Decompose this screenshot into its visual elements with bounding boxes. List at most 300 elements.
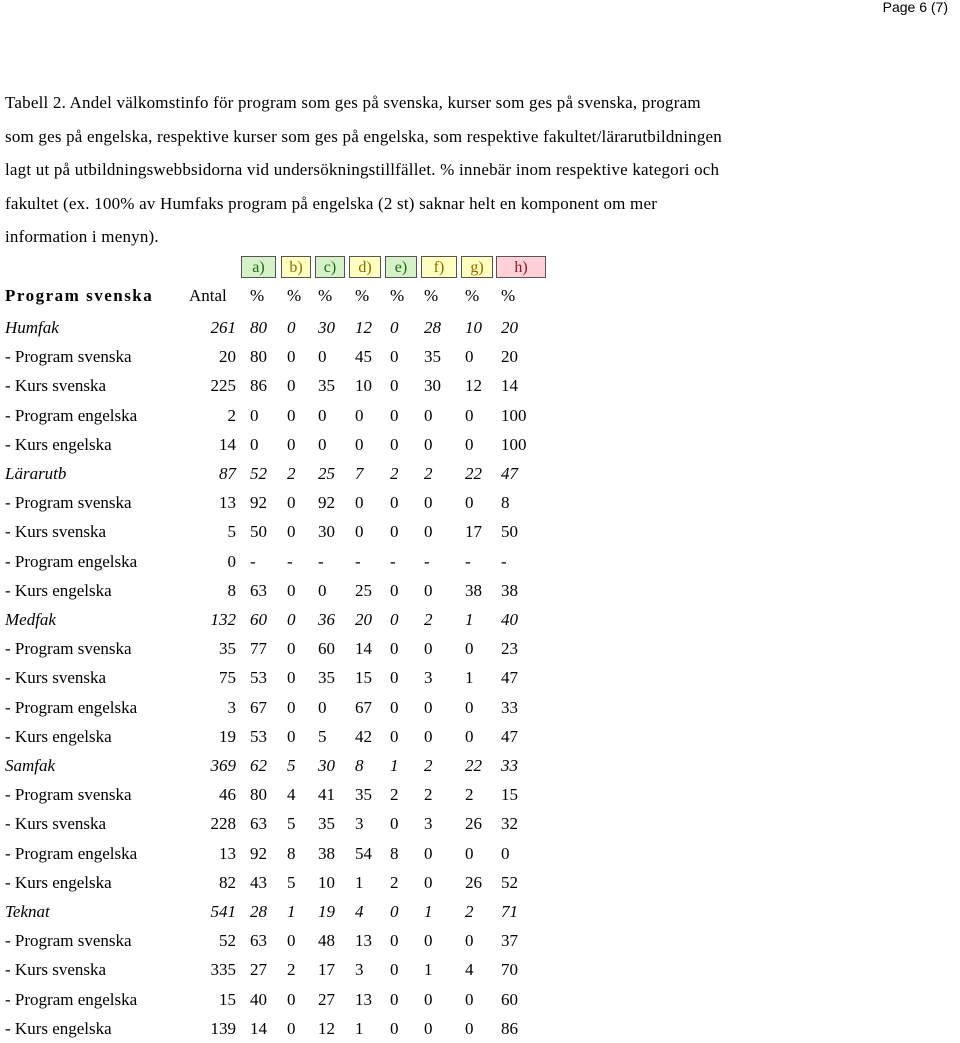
percent-cell: 0 (465, 347, 474, 367)
percent-cell: 38 (465, 580, 482, 600)
percent-cell: 17 (465, 522, 482, 542)
percent-cell: 47 (501, 726, 518, 746)
antal-cell: 19 (219, 726, 236, 746)
antal-cell: 2 (227, 405, 236, 425)
percent-cell: - (501, 551, 507, 571)
column-letter-g: g) (461, 256, 493, 278)
header-percent: % (465, 286, 480, 305)
percent-cell: 0 (287, 580, 296, 600)
percent-cell: 80 (250, 347, 267, 367)
percent-cell: 20 (501, 347, 518, 367)
percent-cell: 25 (318, 464, 335, 483)
percent-cell: 1 (355, 872, 364, 892)
percent-cell: 1 (390, 756, 399, 775)
antal-cell: 13 (219, 493, 236, 513)
percent-cell: 2 (424, 785, 433, 805)
percent-cell: 0 (424, 522, 433, 542)
caption-line: lagt ut på utbildningswebbsidorna vid undersökningstillfället. % innebär inom respektive kategori och (5, 160, 720, 179)
antal-cell: 14 (219, 434, 236, 454)
row-label: - Kurs engelska (5, 1018, 112, 1038)
row-label: - Program engelska (5, 843, 138, 863)
percent-cell: 13 (355, 931, 372, 951)
percent-cell: 5 (287, 756, 296, 775)
table-row (0, 781, 960, 809)
table-caption (5, 86, 905, 254)
percent-cell: 0 (390, 493, 399, 513)
percent-cell: 2 (424, 610, 433, 629)
percent-cell: 1 (465, 668, 474, 688)
percent-cell: 14 (501, 376, 518, 396)
row-label: - Program svenska (5, 493, 132, 513)
percent-cell: 62 (250, 756, 267, 775)
table-header-row (0, 282, 960, 310)
percent-cell: 0 (390, 318, 399, 337)
percent-cell: 2 (465, 902, 474, 921)
percent-cell: 26 (465, 814, 482, 834)
percent-cell: 4 (465, 960, 474, 980)
percent-cell: 0 (355, 493, 364, 513)
percent-cell: 0 (287, 610, 296, 629)
percent-cell: 47 (501, 668, 518, 688)
percent-cell: 100 (501, 434, 527, 454)
percent-cell: 2 (390, 785, 399, 805)
row-label: Lärarutb (5, 464, 67, 483)
percent-cell: 0 (287, 726, 296, 746)
percent-cell: 0 (424, 434, 433, 454)
percent-cell: 0 (287, 1018, 296, 1038)
column-letter-c: c) (315, 256, 345, 278)
percent-cell: 63 (250, 931, 267, 951)
column-letter-a: a) (241, 256, 276, 278)
percent-cell: 35 (424, 347, 441, 367)
percent-cell: 0 (390, 726, 399, 746)
percent-cell: 27 (318, 989, 335, 1009)
row-label: - Program svenska (5, 639, 132, 659)
percent-cell: 23 (501, 639, 518, 659)
antal-cell: 82 (219, 872, 236, 892)
percent-cell: 0 (390, 697, 399, 717)
faculty-row (0, 606, 960, 634)
percent-cell: 80 (250, 318, 267, 337)
percent-cell: 28 (424, 318, 441, 337)
percent-cell: 0 (287, 522, 296, 542)
percent-cell: 0 (424, 1018, 433, 1038)
percent-cell: 2 (424, 464, 433, 483)
row-label: Humfak (5, 318, 59, 337)
percent-cell: 0 (390, 610, 399, 629)
antal-cell: 8 (227, 580, 236, 600)
percent-cell: 3 (355, 960, 364, 980)
row-label: Teknat (5, 902, 50, 921)
percent-cell: 1 (287, 902, 296, 921)
percent-cell: 38 (318, 843, 335, 863)
percent-cell: - (355, 551, 361, 571)
row-label: - Kurs engelska (5, 434, 112, 454)
percent-cell: 2 (287, 464, 296, 483)
percent-cell: 8 (355, 756, 364, 775)
percent-cell: 28 (250, 902, 267, 921)
percent-cell: 1 (424, 902, 433, 921)
percent-cell: 37 (501, 931, 518, 951)
percent-cell: 0 (390, 522, 399, 542)
table-row (0, 694, 960, 722)
percent-cell: 30 (318, 522, 335, 542)
row-label: - Program svenska (5, 785, 132, 805)
percent-cell: 38 (501, 580, 518, 600)
percent-cell: 0 (287, 493, 296, 513)
antal-cell: 0 (227, 551, 236, 571)
percent-cell: 52 (250, 464, 267, 483)
percent-cell: 0 (287, 989, 296, 1009)
percent-cell: 12 (355, 318, 372, 337)
percent-cell: 42 (355, 726, 372, 746)
percent-cell: 53 (250, 726, 267, 746)
row-label: - Kurs engelska (5, 580, 112, 600)
percent-cell: 0 (465, 639, 474, 659)
antal-cell: 15 (219, 989, 236, 1009)
row-label: - Kurs svenska (5, 376, 107, 396)
percent-cell: 0 (465, 989, 474, 1009)
percent-cell: 0 (355, 405, 364, 425)
percent-cell: 8 (287, 843, 296, 863)
percent-cell: 3 (355, 814, 364, 834)
column-letter-h: h) (496, 256, 546, 278)
column-letter-b: b) (281, 256, 311, 278)
percent-cell: 60 (250, 610, 267, 629)
row-label: - Program engelska (5, 697, 138, 717)
percent-cell: 0 (390, 347, 399, 367)
percent-cell: 0 (424, 872, 433, 892)
table-row (0, 927, 960, 955)
percent-cell: 52 (501, 872, 518, 892)
percent-cell: 10 (318, 872, 335, 892)
percent-cell: 2 (390, 872, 399, 892)
percent-cell: 35 (318, 814, 335, 834)
percent-cell: 2 (465, 785, 474, 805)
percent-cell: 0 (390, 668, 399, 688)
percent-cell: 0 (390, 960, 399, 980)
percent-cell: 35 (318, 668, 335, 688)
header-percent: % (250, 286, 265, 305)
table-row (0, 489, 960, 517)
percent-cell: 54 (355, 843, 372, 863)
percent-cell: 22 (465, 756, 482, 775)
percent-cell: 0 (287, 318, 296, 337)
antal-cell: 228 (210, 814, 236, 834)
percent-cell: 0 (465, 434, 474, 454)
percent-cell: 0 (390, 639, 399, 659)
table-row (0, 810, 960, 838)
faculty-row (0, 314, 960, 342)
table-row (0, 869, 960, 897)
column-letter-f: f) (421, 256, 457, 278)
percent-cell: 0 (287, 697, 296, 717)
table-row (0, 577, 960, 605)
header-percent: % (501, 286, 516, 305)
percent-cell: 47 (501, 464, 518, 483)
percent-cell: 0 (390, 902, 399, 921)
antal-cell: 139 (210, 1018, 236, 1038)
table-row (0, 664, 960, 692)
percent-cell: 40 (501, 610, 518, 629)
percent-cell: 35 (355, 785, 372, 805)
faculty-row (0, 460, 960, 488)
percent-cell: 26 (465, 872, 482, 892)
percent-cell: 0 (465, 726, 474, 746)
percent-cell: 71 (501, 902, 518, 921)
percent-cell: 7 (355, 464, 364, 483)
percent-cell: 0 (424, 639, 433, 659)
percent-cell: 8 (501, 493, 510, 513)
table-row (0, 518, 960, 546)
percent-cell: - (465, 551, 471, 571)
table-row (0, 1015, 960, 1043)
column-letter-e: e) (385, 256, 417, 278)
row-label: Samfak (5, 756, 56, 775)
percent-cell: 43 (250, 872, 267, 892)
percent-cell: 10 (465, 318, 482, 337)
percent-cell: 63 (250, 814, 267, 834)
percent-cell: 63 (250, 580, 267, 600)
table-row (0, 723, 960, 751)
percent-cell: 67 (250, 697, 267, 717)
percent-cell: 0 (318, 697, 327, 717)
header-percent: % (355, 286, 370, 305)
antal-cell: 261 (210, 318, 236, 337)
percent-cell: 0 (287, 405, 296, 425)
percent-cell: 30 (318, 756, 335, 775)
percent-cell: 4 (355, 902, 364, 921)
antal-cell: 35 (219, 639, 236, 659)
percent-cell: 0 (424, 697, 433, 717)
percent-cell: 20 (501, 318, 518, 337)
row-label: - Kurs svenska (5, 960, 107, 980)
percent-cell: 40 (250, 989, 267, 1009)
header-percent: % (424, 286, 439, 305)
percent-cell: 77 (250, 639, 267, 659)
percent-cell: 0 (424, 405, 433, 425)
row-label: - Kurs svenska (5, 814, 107, 834)
percent-cell: 3 (424, 668, 433, 688)
percent-cell: 4 (287, 785, 296, 805)
percent-cell: 0 (390, 376, 399, 396)
antal-cell: 75 (219, 668, 236, 688)
column-letter-d: d) (349, 256, 381, 278)
row-label: - Kurs svenska (5, 668, 107, 688)
faculty-row (0, 752, 960, 780)
antal-cell: 225 (210, 376, 236, 396)
antal-cell: 20 (219, 347, 236, 367)
percent-cell: 0 (250, 405, 259, 425)
row-label: - Program svenska (5, 347, 132, 367)
percent-cell: 0 (390, 405, 399, 425)
percent-cell: 19 (318, 902, 335, 921)
faculty-row (0, 898, 960, 926)
row-label: Medfak (5, 610, 56, 629)
percent-cell: 0 (424, 493, 433, 513)
percent-cell: - (287, 551, 293, 571)
antal-cell: 3 (227, 697, 236, 717)
percent-cell: 92 (250, 843, 267, 863)
percent-cell: 0 (318, 580, 327, 600)
table-row (0, 548, 960, 576)
percent-cell: 1 (465, 610, 474, 629)
percent-cell: 27 (250, 960, 267, 980)
percent-cell: 92 (250, 493, 267, 513)
percent-cell: 32 (501, 814, 518, 834)
percent-cell: 0 (318, 347, 327, 367)
percent-cell: 0 (424, 989, 433, 1009)
percent-cell: 0 (465, 843, 474, 863)
percent-cell: 0 (390, 580, 399, 600)
percent-cell: 0 (424, 931, 433, 951)
percent-cell: 0 (318, 434, 327, 454)
row-label: - Program engelska (5, 551, 138, 571)
percent-cell: 0 (287, 376, 296, 396)
percent-cell: 0 (424, 843, 433, 863)
antal-cell: 52 (219, 931, 236, 951)
percent-cell: 0 (424, 580, 433, 600)
percent-cell: 0 (465, 493, 474, 513)
row-label: - Program svenska (5, 931, 132, 951)
page-number: Page 6 (7) (882, 0, 948, 15)
percent-cell: 0 (287, 639, 296, 659)
percent-cell: 0 (390, 989, 399, 1009)
percent-cell: 2 (287, 960, 296, 980)
percent-cell: 60 (318, 639, 335, 659)
percent-cell: 0 (501, 843, 510, 863)
percent-cell: 13 (355, 989, 372, 1009)
percent-cell: 14 (355, 639, 372, 659)
percent-cell: 25 (355, 580, 372, 600)
percent-cell: 60 (501, 989, 518, 1009)
percent-cell: 86 (501, 1018, 518, 1038)
percent-cell: 15 (501, 785, 518, 805)
percent-cell: 30 (424, 376, 441, 396)
percent-cell: 0 (390, 814, 399, 834)
percent-cell: 100 (501, 405, 527, 425)
percent-cell: 2 (424, 756, 433, 775)
header-percent: % (390, 286, 405, 305)
caption-line: som ges på engelska, respektive kurser som ges på engelska, som respektive fakultet/lärarutbildningen (5, 126, 723, 146)
percent-cell: 0 (287, 434, 296, 454)
percent-cell: 2 (390, 464, 399, 483)
percent-cell: 0 (390, 1018, 399, 1038)
antal-cell: 541 (210, 902, 236, 921)
percent-cell: 33 (501, 756, 518, 775)
percent-cell: 0 (465, 931, 474, 951)
antal-cell: 5 (227, 522, 236, 542)
table-row (0, 956, 960, 984)
percent-cell: 0 (465, 405, 474, 425)
table-row (0, 402, 960, 430)
percent-cell: 70 (501, 960, 518, 980)
table-row (0, 372, 960, 400)
percent-cell: 36 (318, 610, 335, 629)
percent-cell: 12 (465, 376, 482, 396)
percent-cell: 0 (355, 434, 364, 454)
percent-cell: 1 (424, 960, 433, 980)
percent-cell: 5 (287, 872, 296, 892)
antal-cell: 369 (210, 756, 236, 775)
percent-cell: 8 (390, 843, 399, 863)
percent-cell: 50 (501, 522, 518, 542)
percent-cell: - (318, 551, 324, 571)
table-row (0, 635, 960, 663)
percent-cell: 12 (318, 1018, 335, 1038)
table-row (0, 840, 960, 868)
antal-cell: 13 (219, 843, 236, 863)
percent-cell: 30 (318, 318, 335, 337)
row-label: - Kurs engelska (5, 872, 112, 892)
caption-line: Tabell 2. Andel välkomstinfo för program som ges på svenska, kurser som ges på svenska, program (5, 93, 701, 112)
percent-cell: 5 (287, 814, 296, 834)
antal-cell: 335 (210, 960, 236, 980)
percent-cell: 0 (465, 697, 474, 717)
row-label: - Kurs svenska (5, 522, 107, 542)
percent-cell: 22 (465, 464, 482, 483)
percent-cell: 41 (318, 785, 335, 805)
percent-cell: - (390, 551, 396, 571)
row-label: - Kurs engelska (5, 726, 112, 746)
percent-cell: 67 (355, 697, 372, 717)
percent-cell: 0 (390, 434, 399, 454)
antal-cell: 132 (210, 610, 236, 629)
percent-cell: 20 (355, 610, 372, 629)
percent-cell: 0 (318, 405, 327, 425)
percent-cell: 5 (318, 726, 327, 746)
header-label: Program svenska (5, 286, 154, 305)
caption-line: fakultet (ex. 100% av Humfaks program på engelska (2 st) saknar helt en komponent om mer (5, 193, 658, 213)
antal-cell: 87 (219, 464, 236, 483)
percent-cell: 14 (250, 1018, 267, 1038)
header-percent: % (318, 286, 333, 305)
percent-cell: 10 (355, 376, 372, 396)
antal-cell: 46 (219, 785, 236, 805)
header-percent: % (287, 286, 302, 305)
percent-cell: 0 (250, 434, 259, 454)
percent-cell: 86 (250, 376, 267, 396)
percent-cell: 0 (287, 668, 296, 688)
percent-cell: 50 (250, 522, 267, 542)
table-row (0, 343, 960, 371)
percent-cell: 1 (355, 1018, 364, 1038)
table-row (0, 986, 960, 1014)
percent-cell: 48 (318, 931, 335, 951)
header-antal: Antal (189, 286, 227, 305)
percent-cell: 53 (250, 668, 267, 688)
percent-cell: 92 (318, 493, 335, 513)
caption-line: information i menyn). (5, 227, 159, 246)
percent-cell: 0 (424, 726, 433, 746)
percent-cell: 35 (318, 376, 335, 396)
percent-cell: 15 (355, 668, 372, 688)
percent-cell: 0 (390, 931, 399, 951)
row-label: - Program engelska (5, 989, 138, 1009)
percent-cell: 0 (465, 1018, 474, 1038)
percent-cell: - (250, 551, 256, 571)
percent-cell: - (424, 551, 430, 571)
percent-cell: 0 (355, 522, 364, 542)
percent-cell: 0 (287, 931, 296, 951)
percent-cell: 17 (318, 960, 335, 980)
percent-cell: 3 (424, 814, 433, 834)
table-row (0, 431, 960, 459)
percent-cell: 80 (250, 785, 267, 805)
percent-cell: 0 (287, 347, 296, 367)
row-label: - Program engelska (5, 405, 138, 425)
percent-cell: 45 (355, 347, 372, 367)
